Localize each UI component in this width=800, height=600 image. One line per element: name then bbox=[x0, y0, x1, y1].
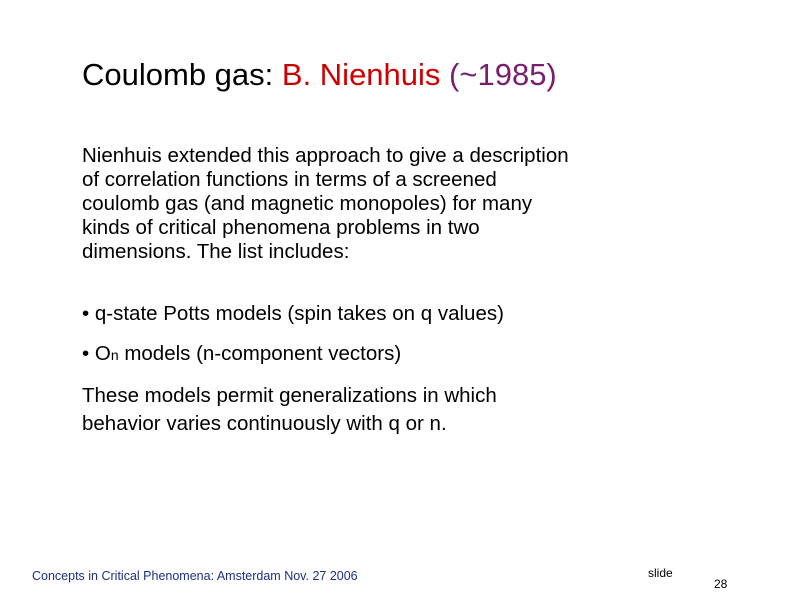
title-space bbox=[440, 57, 449, 92]
intro-line: Nienhuis extended this approach to give a description bbox=[82, 144, 569, 167]
intro-line: of correlation functions in terms of a screened bbox=[82, 168, 497, 191]
title-author: B. Nienhuis bbox=[281, 57, 441, 92]
footer-slide-label: slide bbox=[648, 566, 673, 580]
closing-line: behavior varies continuously with q or n. bbox=[82, 412, 447, 435]
title-year: (~1985) bbox=[449, 57, 557, 92]
closing-line: These models permit generalizations in which bbox=[82, 384, 497, 407]
bullet-on-suffix: models (n-component vectors) bbox=[118, 342, 402, 365]
title-prefix: Coulomb gas: bbox=[82, 57, 282, 92]
footer-course: Concepts in Critical Phenomena: Amsterdam Nov. 27 2006 bbox=[32, 569, 358, 583]
bullet-on-models bbox=[82, 342, 401, 367]
slide-title bbox=[82, 55, 557, 95]
footer-slide-number: 28 bbox=[714, 577, 728, 591]
closing-paragraph bbox=[82, 382, 682, 438]
bullet-on-prefix: • O bbox=[82, 342, 111, 365]
bullet-potts-models: • q-state Potts models (spin takes on q values) bbox=[82, 302, 504, 325]
bullet-on-subscript: n bbox=[110, 347, 119, 363]
intro-paragraph bbox=[82, 144, 682, 264]
intro-line: dimensions. The list includes: bbox=[82, 240, 350, 263]
intro-line: kinds of critical phenomena problems in two bbox=[82, 216, 480, 239]
intro-line: coulomb gas (and magnetic monopoles) for many bbox=[82, 192, 533, 215]
